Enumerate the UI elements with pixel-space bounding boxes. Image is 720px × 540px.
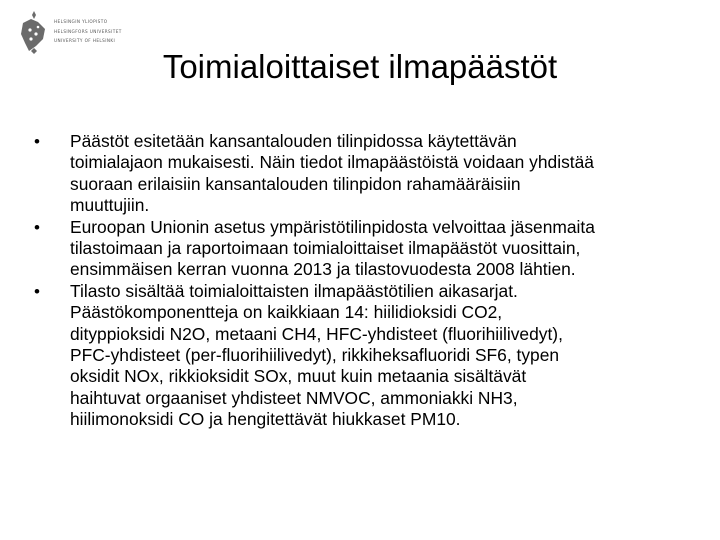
bullet-text-line: Tilasto sisältää toimialoittaisten ilmapäästötilien aikasarjat. [70,280,518,301]
university-name-fi: HELSINGIN YLIOPISTO [54,19,108,24]
bullet-text-line: tilastoimaan ja raportoimaan toimialoittaiset ilmapäästöt vuosittain, [70,238,581,259]
bullet-text-line: toimialajaon mukaisesti. Näin tiedot ilmapäästöistä voidaan yhdistää [70,152,594,173]
bullet-item-eu-regulation [34,217,684,281]
bullet-text-line: dityppioksidi N2O, metaani CH4, HFC-yhdisteet (fluorihiilivedyt), [70,323,563,344]
bullet-text-line: Päästöt esitetään kansantalouden tilinpidossa käytettävän [70,131,517,151]
bullet-text-line: PFC-yhdisteet (per-fluorihiilivedyt), rikkiheksafluoridi SF6, typen [70,345,560,366]
university-name-en: UNIVERSITY OF HELSINKI [54,38,116,43]
bullet-icon: • [34,217,40,237]
bullet-text-line: oksidit NOx, rikkioksidit SOx, muut kuin metaania sisältävät [70,366,527,387]
bullet-text-line: hiilimonoksidi CO ja hengitettävät hiukkaset PM10. [70,409,461,430]
bullet-list [34,131,684,431]
slide-title: Toimialoittaiset ilmapäästöt [162,48,558,85]
university-name-block [54,17,134,46]
bullet-item-classification [34,131,684,217]
bullet-text-line: ensimmäisen kerran vuonna 2013 ja tilastovuodesta 2008 lähtien. [70,259,576,280]
bullet-text-line: muuttujiin. [70,195,150,216]
bullet-item-emission-components [34,281,684,431]
bullet-text-line: Päästökomponentteja on kaikkiaan 14: hiilidioksidi CO2, [70,302,503,323]
university-name-sv: HELSINGFORS UNIVERSITET [54,28,122,34]
bullet-text-line: haihtuvat orgaaniset yhdisteet NMVOC, ammoniakki NH3, [70,387,518,408]
bullet-icon: • [34,281,40,301]
bullet-text-line: suoraan erilaisiin kansantalouden tilinpidon rahamääräisiin [70,173,521,194]
bullet-text-line: Euroopan Unionin asetus ympäristötilinpidosta velvoittaa jäsenmaita [70,216,595,237]
bullet-icon: • [34,132,40,151]
